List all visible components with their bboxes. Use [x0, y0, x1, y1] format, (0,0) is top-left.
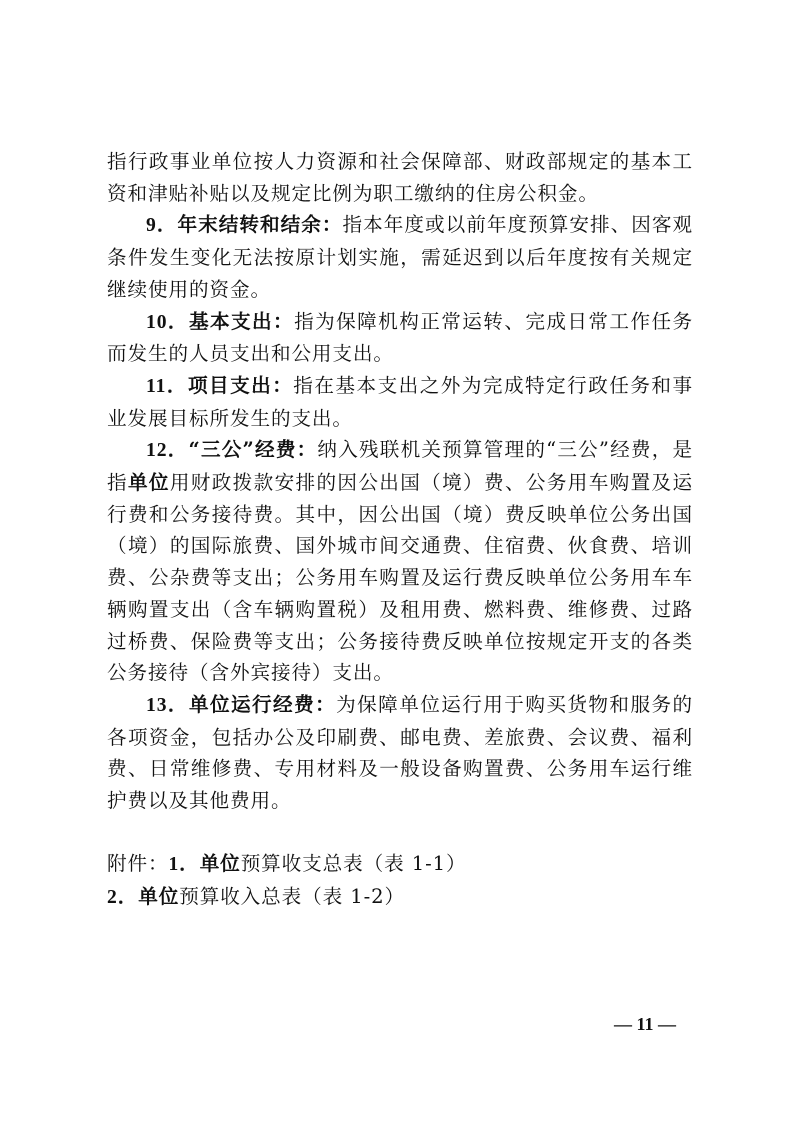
attachment-bold: 单位	[138, 885, 180, 909]
item-number: 11．	[146, 375, 188, 397]
item-text: 用财政拨款安排的因公出国（境）费、公务用车购置及运行费和公务接待费。其中，因公出国（境）费反映单位公务出国（境）的国际旅费、国外城市间交通费、住宿费、伙食费、培训费、公杂费等支出；公务用车购置及运行费反映单位公务用车车辆购置支出（含车辆购置税）及租用费、燃料费、维修费、过路过桥费、保险费等支出；公务接待费反映单位按规定开支的各类公务接待（含外宾接待）支出。	[107, 471, 693, 685]
spacer	[107, 817, 693, 849]
attachment-number: 2．	[107, 887, 139, 909]
item-text: 指为保障机构正常运转、完成日常工作任务而发生的人员支出和公用支出。	[107, 309, 693, 366]
paragraph-text: 指行政事业单位按人力资源和社会保障部、财政部规定的基本工资和津贴补贴以及规定比例为职工缴纳的住房公积金。	[107, 150, 693, 205]
item-number: 12．	[146, 440, 189, 462]
item-text: 指在基本支出之外为完成特定行政任务和事业发展目标所发生的支出。	[107, 373, 693, 430]
attachment-1	[107, 848, 693, 881]
attachment-bold: 单位	[199, 852, 241, 876]
item-number: 10．	[146, 311, 189, 333]
item-term: “三公”经费：	[188, 438, 318, 462]
item-number: 13．	[146, 694, 189, 716]
page-number: — 11 —	[614, 1014, 677, 1034]
attachment-title: 预算收入总表（表 1-2）	[179, 885, 406, 909]
definition-item-12	[107, 434, 693, 689]
attachments-label: 附件：	[107, 852, 169, 876]
paragraph-intro	[107, 146, 693, 209]
item-text: 指本年度或以前年度预算安排、因客观条件发生变化无法按原计划实施，需延迟到以后年度按有关规定继续使用的资金。	[107, 213, 693, 301]
definition-item-11	[107, 370, 693, 434]
item-bold-text: 单位	[127, 471, 170, 495]
attachment-number: 1．	[168, 854, 200, 876]
item-text: 纳入残联机关预算管理的“三公”经费，是指	[107, 438, 694, 495]
item-number: 9．	[146, 215, 178, 237]
item-term: 项目支出：	[187, 373, 294, 397]
attachment-2	[107, 881, 693, 914]
definition-item-9	[107, 209, 693, 305]
attachment-title: 预算收支总表（表 1-1）	[240, 852, 467, 876]
definition-item-10	[107, 306, 693, 370]
definition-item-13	[107, 689, 693, 817]
document-body	[107, 146, 693, 914]
item-text: 为保障单位运行用于购买货物和服务的各项资金，包括办公及印刷费、邮电费、差旅费、会议费、福利费、日常维修费、专用材料及一般设备购置费、公务用车运行维护费以及其他费用。	[107, 692, 693, 813]
item-term: 单位运行经费：	[188, 692, 337, 716]
item-term: 年末结转和结余：	[177, 213, 343, 237]
item-term: 基本支出：	[188, 309, 295, 333]
